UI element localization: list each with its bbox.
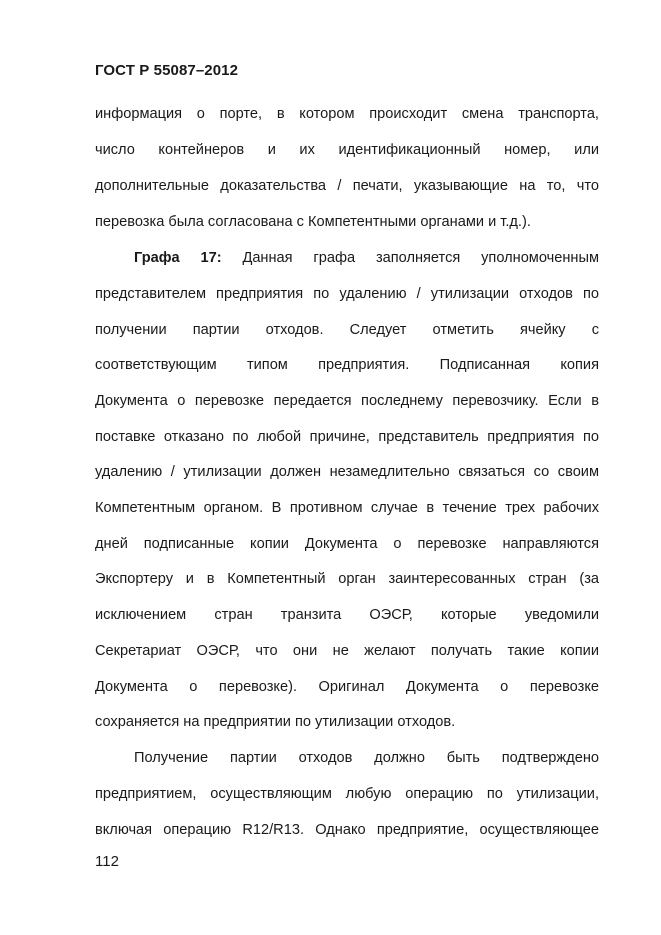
text-line: получении партии отходов. Следует отметить ячейку с: [95, 322, 599, 338]
text-line: Экспортеру и в Компетентный орган заинтересованных стран (за: [95, 571, 599, 587]
text-line: Компетентным органом. В противном случае в течение трех рабочих: [95, 500, 599, 516]
text-line: исключением стран транзита ОЭСР, которые уведомили: [95, 607, 599, 623]
text-line: Документа о перевозке). Оригинал Документа о перевозке: [95, 679, 599, 695]
text-line: дополнительные доказательства / печати, указывающие на то, что: [95, 178, 599, 194]
text-line: предприятием, осуществляющим любую операцию по утилизации,: [95, 786, 599, 802]
text-line: информация о порте, в котором происходит смена транспорта,: [95, 106, 599, 122]
text-line: представителем предприятия по удалению / утилизации отходов по: [95, 286, 599, 302]
text-span: Данная графа заполняется уполномоченным: [242, 250, 599, 266]
text-line: соответствующим типом предприятия. Подписанная копия: [95, 357, 599, 373]
text-line: число контейнеров и их идентификационный номер, или: [95, 142, 599, 158]
paragraph-first-line: Получение партии отходов должно быть подтверждено: [134, 750, 599, 766]
text-line: Секретариат ОЭСР, что они не желают получать такие копии: [95, 643, 599, 659]
paragraph-first-line: [134, 248, 599, 268]
field-label: Графа 17:: [134, 250, 222, 266]
page-number: 112: [95, 853, 119, 870]
text-line: поставке отказано по любой причине, представитель предприятия по: [95, 429, 599, 445]
text-line: сохраняется на предприятии по утилизации отходов.: [95, 714, 456, 730]
document-header: ГОСТ Р 55087–2012: [95, 62, 239, 79]
text-line: включая операцию R12/R13. Однако предприятие, осуществляющее: [95, 822, 599, 838]
text-line: Документа о перевозке передается последнему перевозчику. Если в: [95, 393, 599, 409]
text-line: перевозка была согласована с Компетентными органами и т.д.).: [95, 214, 531, 230]
text-line: дней подписанные копии Документа о перевозке направляются: [95, 536, 599, 552]
text-line: удалению / утилизации должен незамедлительно связаться со своим: [95, 464, 599, 480]
